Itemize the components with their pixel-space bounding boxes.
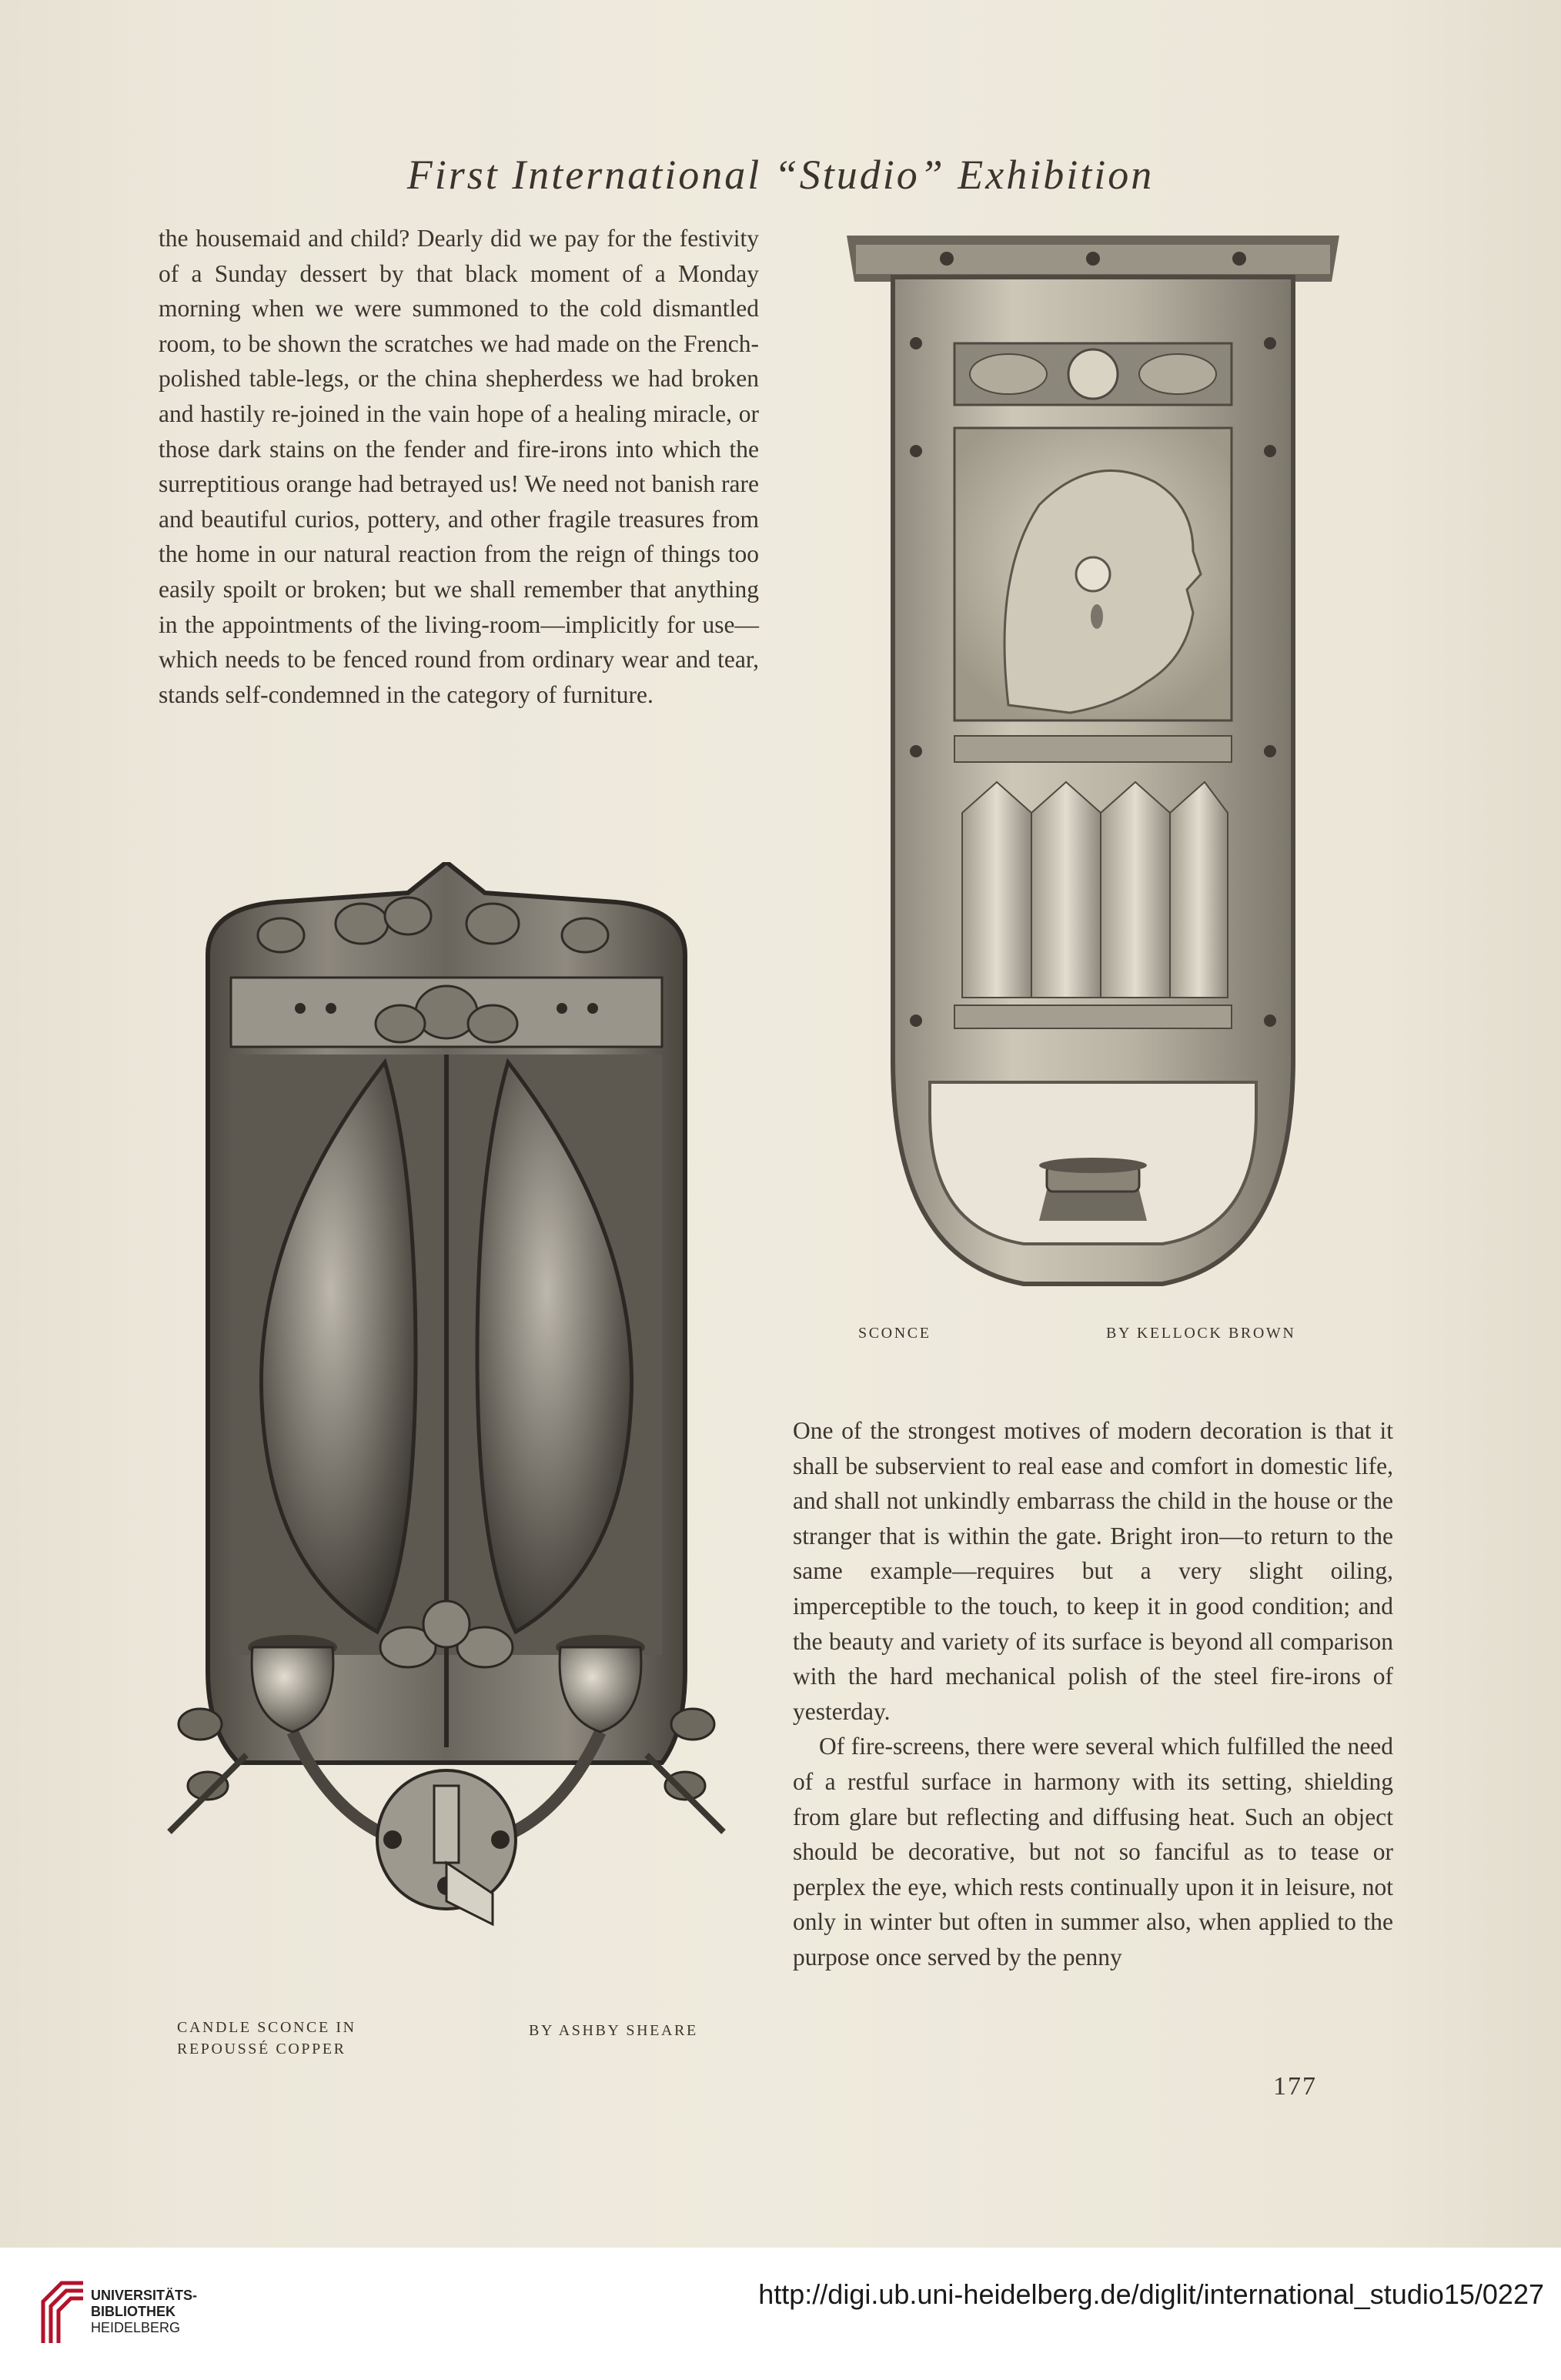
library-name-line1: UNIVERSITÄTS- bbox=[91, 2288, 198, 2303]
left-paragraph: the housemaid and child? Dearly did we pay for the festivity of a Sunday dessert by that black moment of a Monday morning when we were summoned to the cold dismantled room, to be shown the scratches we had made on the French-polished table-legs, or the china shepherdess we had broken and hastily re-joined in the vain hope of a healing miracle, or those dark stains on the fender and fire-irons into which the surreptitious orange had betrayed us! We need not banish rare and beautiful curios, pottery, and other fragile treasures from the home in our natural reaction from the reign of things too easily spoilt or broken; but we shall remember that anything in the appointments of the living-room—implicitly for use—which needs to be fenced round from ordinary wear and tear, stands self-condemned in the category of furniture. bbox=[159, 225, 759, 708]
candle-sconce-caption-title bbox=[177, 2017, 423, 2060]
library-logo-icon bbox=[38, 2278, 88, 2348]
library-name bbox=[91, 2288, 197, 2336]
candle-sconce-caption-credit: BY ASHBY SHEARE bbox=[529, 2022, 698, 2039]
sconce-figure bbox=[839, 228, 1347, 1305]
candle-sconce-illustration bbox=[154, 862, 747, 2001]
sconce-caption-title: SCONCE bbox=[858, 1325, 931, 1342]
sconce-illustration bbox=[839, 228, 1347, 1305]
candle-sconce-caption-line2: REPOUSSÉ COPPER bbox=[177, 2041, 346, 2057]
sconce-caption-credit: BY KELLOCK BROWN bbox=[1106, 1325, 1296, 1342]
digitization-footer bbox=[0, 2248, 1561, 2380]
right-text-column bbox=[793, 1413, 1393, 1975]
left-text-column bbox=[159, 221, 759, 712]
running-title: First International “Studio” Exhibition bbox=[406, 152, 1155, 198]
right-paragraph-1: One of the strongest motives of modern decoration is that it shall be subservient to real ease and comfort in domestic life, and shall not unkindly embarrass the child in the house or the stranger that is within the gate. Bright iron—to return to the same example—requires but a very slight oiling, imperceptible to the touch, to keep it in good condition; and the beauty and variety of its surface is beyond all comparison with the hard mechanical polish of the steel fire-irons of yesterday. bbox=[793, 1417, 1393, 1725]
right-paragraph-2: Of fire-screens, there were several which fulfilled the need of a restful surface in harmony with its setting, shielding from glare but reflecting and diffusing heat. Such an object should be decorative, but not so fanciful as to tease or perplex the eye, which rests continually upon it in leisure, not only in winter but often in summer also, when applied to the purpose once served by the penny bbox=[793, 1733, 1393, 1971]
library-name-line3: HEIDELBERG bbox=[91, 2320, 181, 2335]
page-number: 177 bbox=[1273, 2072, 1317, 2101]
library-name-line2: BIBLIOTHEK bbox=[91, 2304, 175, 2319]
candle-sconce-figure bbox=[154, 862, 747, 2001]
candle-sconce-caption-line1: CANDLE SCONCE IN bbox=[177, 2019, 356, 2036]
source-url-link[interactable]: http://digi.ub.uni-heidelberg.de/diglit/international_studio15/0227 bbox=[758, 2278, 1544, 2310]
